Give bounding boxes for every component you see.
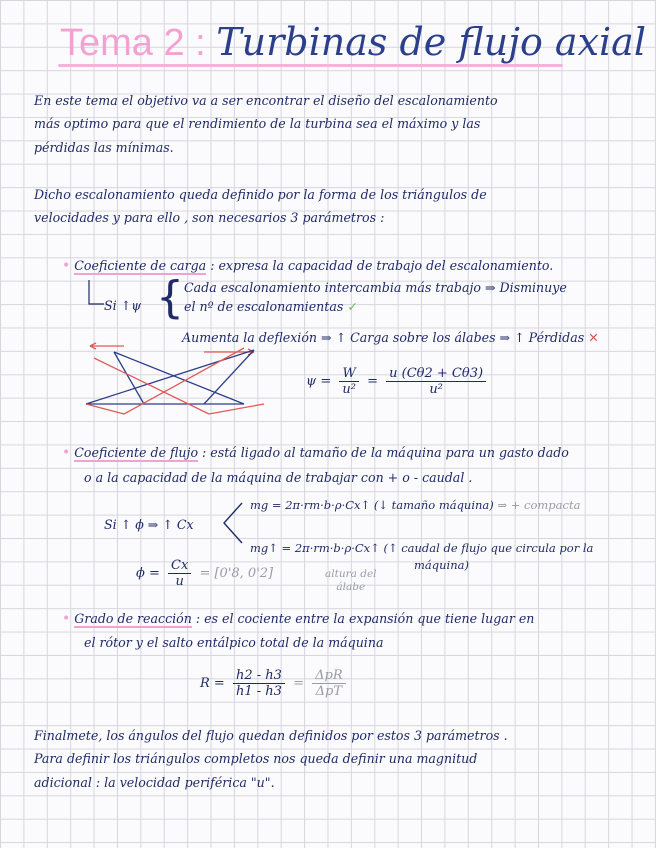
flujo-m2: mg↑ = 2π·rm·b·ρ·Cx↑ [250,541,380,555]
angle-bracket-icon [220,500,246,546]
psi-den: u² [342,382,356,397]
definition-line: Dicho escalonamiento queda definido por la forma de los triángulos de [34,187,487,202]
alabe-line: álabe [336,581,366,593]
bullet-icon: • [62,445,71,461]
flujo-m1-note: (↓ tamaño máquina) [373,498,494,512]
phi-formula [136,558,273,589]
title-underline [58,64,563,67]
intro-line: más optimo para que el rendimiento de la turbina sea el máximo y las [34,116,481,132]
carga-desc: : expresa la capacidad de trabajo del escalonamiento. [210,258,554,273]
psi-symbol: ψ = [306,374,332,389]
final-line: adicional : la velocidad periférica "u". [34,774,275,790]
reaccion-term: Grado de reacción [74,611,192,626]
bullet-icon: • [62,258,71,274]
flujo-si: Si ↑ ϕ ⇒ ↑ Cx [104,517,194,532]
brace-icon: { [156,272,184,323]
r-num: h2 - h3 [233,668,285,684]
flujo-m1-extra: ⇒ + compacta [497,498,581,512]
flujo-m1: mg = 2π·rm·b·ρ·Cx↑ [250,498,371,512]
carga-heading [62,254,553,278]
carga-line2: el nº de escalonamientas [184,299,344,314]
flujo-m2-note2: máquina) [414,558,469,572]
title-subject: Turbinas de flujo axial [216,20,646,64]
r-symbol: R = [200,676,225,691]
psi-num2: u (Cθ2 + Cθ3) [386,366,486,382]
check-icon: ✓ [347,299,358,314]
equals-sign: = [367,374,379,389]
reaccion-desc: : es el cociente entre la expansión que tiene lugar en [195,611,535,626]
flujo-desc: : está ligado al tamaño de la máquina para un gasto dado [202,445,569,460]
phi-range: = [0'8, 0'2] [199,566,274,581]
carga-term: Coeficiente de carga [74,258,207,273]
bullet-icon: • [62,611,71,627]
page-title [60,20,646,65]
final-line: Para definir los triángulos completos nos queda definir una magnitud [34,751,478,767]
altura-note [325,568,377,594]
r-den: h1 - h3 [235,684,282,699]
equals-sign: = [293,676,304,691]
carga-line2-row [184,295,358,318]
reaccion-line2: el rótor y el salto entálpico total de la máquina [84,635,384,650]
title-topic: Tema 2 : [60,22,206,64]
psi-num: W [339,366,358,382]
intro-line: pérdidas las mínimas. [34,139,174,155]
flujo-heading [62,441,569,465]
carga-line1: Cada escalonamiento intercambia más trabajo ⇒ Disminuye [184,280,567,295]
r-den2: ΔpT [315,684,343,699]
flujo-line2: o a la capacidad de la máquina de trabajar con + o - caudal . [84,470,473,485]
phi-num: Cx [168,558,191,574]
intro-line: En este tema el objetivo va a ser encontrar el diseño del escalonamiento [34,93,498,108]
connector-line [86,278,106,308]
carga-si: Si ↑ψ [104,298,142,313]
phi-den: u [175,574,184,589]
phi-symbol: ϕ = [136,566,160,581]
flujo-term: Coeficiente de flujo [74,445,199,460]
reaccion-heading [62,607,534,631]
cross-icon: ✕ [588,330,599,345]
reaccion-formula [200,668,350,699]
psi-den2: u² [429,382,443,397]
psi-formula [306,366,490,397]
flujo-m2-note: (↑ caudal de flujo que circula por la [383,541,594,555]
definition-line: velocidades y para ello , son necesarios 3 parámetros : [34,210,385,226]
altura-line: altura del [325,568,377,580]
definition-paragraph [34,183,487,230]
intro-paragraph [34,89,498,159]
final-paragraph [34,724,508,794]
r-num2: ΔpR [312,668,346,684]
carga-line3: Aumenta la deflexión ⇒ ↑ Carga sobre los álabes ⇒ ↑ Pérdidas [182,330,585,345]
velocity-triangle-diagram [84,338,274,418]
final-line: Finalmete, los ángulos del flujo quedan definidos por estos 3 parámetros . [34,728,508,743]
flujo-m1-row [250,494,580,517]
